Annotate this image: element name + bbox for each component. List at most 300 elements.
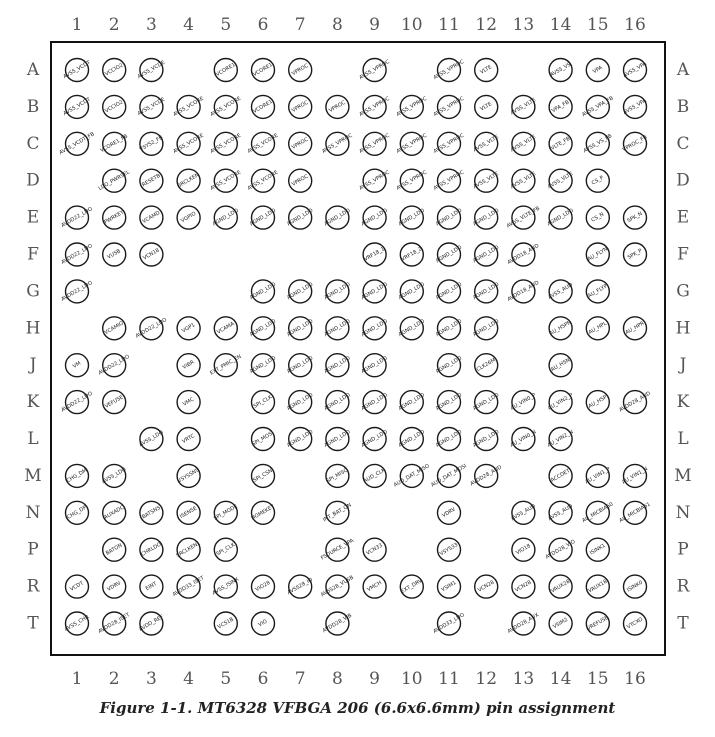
pin-label: VPA — [592, 64, 604, 76]
pin-ball — [363, 464, 387, 487]
pin-label: AGND_LDO — [286, 429, 315, 449]
pin-ball — [549, 354, 572, 377]
pin-ball — [547, 501, 574, 524]
pin-ball — [323, 428, 351, 451]
pin-label: AGND_LDO — [434, 355, 464, 376]
pin-ball — [361, 206, 389, 229]
pin-label: AVDD18_AUD — [506, 243, 541, 266]
pin-label: AGND_LDO — [397, 392, 426, 412]
row-label: J — [679, 355, 687, 376]
pin-ball — [396, 169, 429, 192]
pin-label: AGND_LDO — [472, 429, 501, 449]
pin-ball — [398, 391, 426, 414]
pin-ball — [586, 317, 609, 340]
pin-ball — [435, 354, 463, 377]
column-label: 3 — [145, 669, 157, 689]
pin-label: VSYSSNS — [176, 467, 201, 485]
column-label: 7 — [294, 669, 306, 689]
pin-label: VGP1 — [181, 322, 197, 335]
pin-ball — [289, 169, 312, 192]
row-label: M — [24, 465, 42, 486]
pin-ball — [472, 243, 500, 266]
pin-label: AVSS_VS_FB — [582, 133, 614, 155]
pin-ball — [624, 206, 647, 229]
pin-label: ISINK0 — [626, 579, 644, 594]
pin-label: AVDD28_VIB — [321, 612, 354, 635]
pin-label: AVDD22_LDO — [134, 316, 169, 340]
pin-label: AU_FLYP — [587, 283, 609, 300]
pin-ball — [358, 59, 391, 82]
pin-ball — [250, 501, 276, 524]
row-label: G — [26, 281, 40, 302]
pin-ball — [581, 501, 614, 524]
pin-ball — [624, 317, 647, 340]
pin-label: VREFUSE — [585, 614, 610, 633]
pin-ball — [103, 243, 126, 266]
pin-label: VCN28 — [514, 579, 533, 594]
pin-ball — [214, 317, 237, 340]
pin-ball — [549, 464, 572, 487]
pin-label: AGND_LDO — [286, 392, 315, 412]
pin-ball — [398, 206, 426, 229]
column-label: 11 — [438, 15, 460, 35]
pin-label: VIO28 — [254, 580, 272, 594]
pin-ball — [398, 317, 426, 340]
pin-label: VAUX28 — [550, 578, 572, 595]
row-label: A — [26, 60, 40, 80]
pin-label: AU_VIN2_P — [547, 392, 575, 412]
pin-ball — [363, 538, 386, 561]
column-label: 5 — [220, 15, 232, 35]
pin-label: AGND_LDO — [323, 355, 352, 376]
pin-label: AVSS_VCORE — [209, 95, 243, 119]
pin-ball — [510, 169, 537, 192]
pin-ball — [249, 354, 277, 377]
pin-ball — [252, 95, 275, 118]
pin-ball — [396, 95, 429, 118]
pin-label: AVSS_AUD — [547, 503, 574, 523]
pin-label: AU_VIN1_P — [584, 466, 612, 486]
pin-label: VIO18 — [515, 543, 532, 557]
pin-label: VSIM2 — [552, 616, 570, 631]
pin-label: AVSS_VLTE — [509, 171, 538, 191]
pin-label: AVDD28_VIO — [544, 538, 577, 561]
pin-label: SPI_CLK — [215, 541, 237, 558]
pin-label: AU_VIN1_N — [621, 466, 649, 486]
pin-label: AVSS_VCORE — [172, 132, 205, 155]
pin-label: AGND_LDO — [434, 207, 464, 228]
pin-label: AGND_LDO — [472, 281, 501, 302]
pin-label: AGND_LDO — [434, 244, 464, 265]
pin-label: AVSS_VCDT — [62, 59, 92, 81]
pin-ball — [177, 464, 201, 487]
pin-ball — [549, 95, 572, 118]
pin-label: EINT — [144, 581, 159, 593]
pin-ball — [103, 538, 126, 561]
pin-label: AGND_LDO — [546, 207, 575, 228]
pin-label: VSYS33 — [438, 542, 460, 558]
pin-ball — [433, 59, 466, 82]
pin-ball — [510, 132, 537, 155]
pin-label: AGND_LDO — [434, 281, 464, 302]
pin-ball — [177, 206, 200, 229]
row-label: P — [677, 539, 689, 560]
column-label: 14 — [549, 669, 572, 689]
column-label: 4 — [183, 15, 195, 35]
pin-ball — [135, 317, 168, 340]
pin-ball — [509, 428, 537, 451]
column-label: 2 — [108, 15, 120, 35]
pin-label: AVSS_VCDT_FB — [58, 131, 96, 157]
pin-label: AU_HSP — [587, 394, 609, 410]
pin-label: SPI_MOSI — [251, 430, 275, 448]
pin-label: AGND_LDO — [472, 244, 501, 265]
pin-ball — [326, 95, 349, 118]
column-label: 16 — [624, 15, 646, 35]
pin-label: AGND_LDO — [360, 429, 389, 449]
pin-label: AVSS_VPROC — [395, 169, 428, 192]
pin-ball — [289, 132, 312, 155]
pin-ball — [247, 169, 280, 192]
pin-label: SRCLKEN — [176, 172, 201, 190]
pin-label: AVSS_VCDT — [62, 96, 92, 118]
row-label: H — [675, 318, 691, 339]
pin-label: VEFUSE — [103, 394, 125, 410]
pin-ball — [472, 428, 500, 451]
pin-ball — [475, 354, 498, 377]
pin-ball — [175, 538, 201, 561]
pin-ball — [249, 317, 277, 340]
pin-ball — [140, 575, 163, 598]
pin-ball — [137, 95, 166, 118]
pin-ball — [323, 206, 351, 229]
row-label: L — [677, 429, 689, 449]
pin-ball — [361, 391, 389, 414]
pin-label: VRF18_2 — [400, 246, 424, 263]
pin-label: AVSS_AUD — [510, 503, 537, 523]
pin-ball — [140, 206, 163, 229]
pin-label: VIO — [257, 618, 269, 629]
pin-label: VCORE1_FB — [99, 133, 129, 155]
pin-label: AVSS_VCORE — [209, 132, 243, 155]
pin-label: AGND_LDO — [360, 355, 389, 376]
pin-label: VCAMA — [216, 321, 236, 336]
pin-label: AU_MICBIAS1 — [618, 501, 652, 525]
pin-ball — [139, 132, 165, 155]
pin-label: VRTC — [181, 433, 196, 445]
pin-label: AU_FLYN — [586, 246, 609, 263]
pin-ball — [103, 501, 126, 524]
pin-label: VPROC — [290, 136, 310, 151]
pin-label: AGND_LDO — [248, 355, 278, 376]
pin-ball — [363, 243, 386, 266]
pin-label: AVDD22_LDO — [97, 353, 131, 377]
row-label: K — [26, 392, 40, 413]
pin-ball — [66, 354, 89, 377]
pin-label: AVSS_VPROC — [395, 95, 428, 118]
pin-label: AVSS_VPROC — [432, 169, 466, 192]
row-index-left — [24, 60, 41, 634]
pin-label: SRCLKEN1 — [175, 540, 202, 560]
row-label: C — [676, 133, 690, 154]
pin-label: CLK26M — [475, 357, 497, 374]
pin-label: AGND_LDO — [248, 281, 278, 302]
pin-label: VCCIO2 — [104, 99, 125, 115]
pin-ball — [433, 132, 466, 155]
pin-label: AGND_LDO — [323, 318, 352, 339]
pin-ball — [624, 243, 647, 266]
pin-ball — [286, 354, 314, 377]
pin-ball — [582, 132, 613, 155]
pin-ball — [214, 59, 237, 82]
pin-ball — [322, 501, 352, 524]
pin-label: EXT_PMIC_EN — [209, 353, 243, 377]
pin-ball — [549, 612, 572, 635]
pin-ball — [624, 575, 647, 598]
column-label: 16 — [624, 669, 646, 689]
pin-ball — [172, 575, 206, 598]
pin-ball — [213, 501, 239, 524]
pin-label: VMC — [182, 396, 196, 408]
pin-label: AGND_LDO — [286, 207, 315, 228]
column-label: 9 — [369, 669, 381, 689]
pin-ball — [430, 463, 468, 488]
pin-ball — [320, 575, 355, 599]
pin-label: AVSS_VPROC — [358, 58, 391, 82]
pin-ball — [586, 575, 609, 598]
pin-ball — [98, 169, 131, 192]
pin-ball — [510, 95, 537, 118]
pin-label: AVDD28_AUD — [618, 390, 652, 414]
column-label: 12 — [475, 15, 498, 35]
pin-label: VPROC — [290, 62, 310, 78]
pin-label: VCAMD — [141, 210, 162, 225]
pin-label: AVSS_VCDE — [136, 96, 167, 118]
pin-ball — [512, 575, 535, 598]
pin-ball — [210, 95, 243, 118]
column-label: 7 — [294, 15, 306, 35]
pin-ball — [547, 169, 574, 192]
pin-label: VLTE — [479, 64, 493, 76]
pin-ball — [618, 391, 652, 414]
pin-ball — [361, 354, 389, 377]
pin-label: AVDD33_LDO — [432, 612, 466, 635]
pin-label: AGND_LDO — [323, 207, 352, 228]
column-label: 10 — [400, 669, 423, 689]
pin-label: AGND_LDO — [472, 318, 501, 339]
pin-label: AVSS_AUD — [547, 281, 574, 301]
pin-ball — [252, 59, 275, 82]
pin-ball — [286, 428, 314, 451]
pin-label: AVSS_VCORE — [209, 169, 243, 192]
pin-label: AGND_LDO — [286, 318, 315, 339]
pin-label: VGPIO — [180, 210, 198, 225]
pin-ball — [475, 95, 498, 118]
pin-ball — [586, 59, 609, 82]
pin-label: AVSS_VPROC — [358, 169, 391, 192]
pin-ball — [66, 575, 89, 598]
pin-ball — [586, 280, 609, 303]
pin-ball — [58, 131, 96, 156]
row-label: D — [676, 170, 690, 191]
pin-label: AVSS_VLTE — [472, 134, 500, 154]
pin-ball — [435, 317, 463, 340]
pin-ball — [472, 206, 500, 229]
pin-label: AUD_DAT_MOSI — [430, 463, 468, 489]
pin-label: AVSS_VPROC — [395, 132, 428, 155]
pin-label: AUD_DAT_MISO — [392, 463, 431, 489]
pin-label: VCN18 — [142, 247, 161, 262]
pin-ball — [287, 575, 314, 598]
pin-ball — [323, 317, 351, 340]
pin-ball — [358, 95, 391, 118]
column-label: 15 — [586, 669, 609, 689]
pin-label: RESETB — [141, 173, 162, 189]
pin-label: AVSS_VPA_FB — [581, 95, 615, 119]
pin-ball — [214, 612, 237, 635]
pin-label: ACCDET — [549, 468, 572, 484]
pin-ball — [210, 169, 243, 192]
pin-label: AVSS_VLTE — [509, 134, 538, 154]
pin-ball — [622, 59, 648, 82]
row-label: K — [676, 392, 690, 413]
pin-label: AGND_LDO — [323, 392, 352, 412]
pin-label: VCN33 — [365, 542, 384, 557]
column-label: 6 — [257, 669, 269, 689]
pin-ball — [398, 428, 426, 451]
pin-ball — [323, 354, 351, 377]
column-index-bottom — [72, 669, 646, 689]
row-label: R — [676, 576, 690, 597]
pin-ball — [363, 575, 386, 598]
pin-ball — [60, 391, 93, 414]
pin-label: AUXADC — [103, 504, 126, 521]
pin-label: AVDD28_AUD — [469, 464, 503, 488]
pin-ball — [438, 538, 461, 561]
pin-label: VLTE — [479, 101, 493, 113]
pin-label: AVSS_LDO — [138, 429, 165, 449]
column-label: 14 — [549, 15, 572, 35]
pin-ball — [140, 538, 163, 561]
pin-label: AVSS_VLTE — [546, 171, 575, 191]
pin-ball — [320, 538, 355, 562]
row-label: L — [27, 429, 39, 449]
pin-ball — [506, 205, 542, 229]
column-label: 12 — [475, 669, 498, 689]
pin-label: VCAMIO — [103, 320, 125, 337]
pin-ball — [323, 280, 351, 303]
column-label: 2 — [108, 669, 120, 689]
pin-label: AVSS_VS — [549, 61, 572, 79]
pin-ball — [212, 206, 240, 229]
pin-ball — [621, 464, 649, 487]
pin-label: AVSS_VPROC — [432, 132, 466, 155]
column-label: 5 — [220, 669, 232, 689]
pin-label: AGND_LDO — [434, 318, 464, 339]
pin-ball — [62, 95, 92, 118]
row-label: T — [677, 613, 689, 634]
row-label: N — [25, 502, 41, 523]
pin-ball — [177, 169, 201, 192]
pin-ball — [247, 132, 280, 155]
pin-ball — [624, 612, 647, 635]
column-label: 6 — [257, 15, 269, 35]
pin-ball — [618, 501, 651, 524]
pin-ball — [586, 243, 609, 266]
pin-ball — [326, 464, 350, 487]
pin-label: PWRKEY — [103, 209, 126, 226]
row-label: C — [26, 133, 40, 154]
pin-label: LDO_PWRSEL — [97, 169, 131, 193]
pin-ball — [545, 538, 577, 561]
row-label: T — [27, 613, 39, 634]
pin-ball — [252, 391, 275, 414]
pin-label: VAUX18 — [587, 578, 609, 595]
pin-label: AVSS_VPROC — [358, 132, 391, 155]
pin-label: AGND_LDO — [323, 429, 352, 449]
pin-label: VCDT — [69, 580, 85, 593]
pin-ball — [103, 575, 126, 598]
pin-ball — [323, 391, 351, 414]
pin-ball — [64, 612, 91, 635]
pin-label: AGND_LDO — [434, 429, 464, 449]
pin-ball — [177, 428, 200, 451]
pin-label: VSIM1 — [440, 579, 458, 594]
pin-label: AVSS_LDO — [101, 466, 128, 486]
pin-label: AVSS_VPROC — [432, 58, 466, 82]
package-outline — [51, 42, 665, 655]
pin-ball — [140, 169, 163, 192]
pin-label: SPI_MISO — [325, 467, 350, 485]
row-label: M — [674, 465, 692, 486]
pin-ball — [138, 428, 164, 451]
row-index-right — [674, 60, 691, 634]
pin-ball — [435, 243, 463, 266]
pin-ball — [252, 464, 275, 487]
pin-ball — [251, 428, 275, 451]
pin-ball — [286, 391, 314, 414]
pin-ball — [252, 612, 275, 635]
column-label: 8 — [331, 15, 343, 35]
pin-ball — [586, 169, 609, 192]
pin-ball — [358, 169, 391, 192]
pin-ball — [177, 354, 200, 377]
pin-label: VCORE1 — [215, 62, 237, 78]
pin-label: AVDD22_LDO — [60, 280, 94, 303]
pin-label: AVSS_VPROC — [358, 95, 391, 118]
pin-label: AU_VIN0_P — [509, 392, 537, 412]
pin-label: VDRV — [441, 506, 457, 520]
pin-ball — [361, 317, 389, 340]
pin-ball — [140, 243, 163, 266]
pin-label: AGND_LDO — [434, 392, 464, 412]
pin-ball — [177, 317, 200, 340]
column-index-top — [72, 15, 646, 35]
pin-ball — [322, 612, 354, 635]
row-label: G — [676, 281, 690, 302]
pin-label: VM — [72, 360, 82, 370]
pin-label: AGND_LDO — [360, 392, 389, 412]
pin-ball — [361, 280, 389, 303]
pin-ball — [60, 280, 93, 303]
pin-ball — [512, 538, 535, 561]
pin-label: AVSS_CHR — [63, 614, 91, 633]
pin-label: AU_HPL — [587, 320, 608, 336]
row-label: J — [29, 355, 37, 376]
pin-label: AVSS_VCDE — [136, 59, 167, 81]
pin-label: INT_BAT_ON — [322, 502, 353, 524]
pin-ball — [549, 59, 572, 82]
